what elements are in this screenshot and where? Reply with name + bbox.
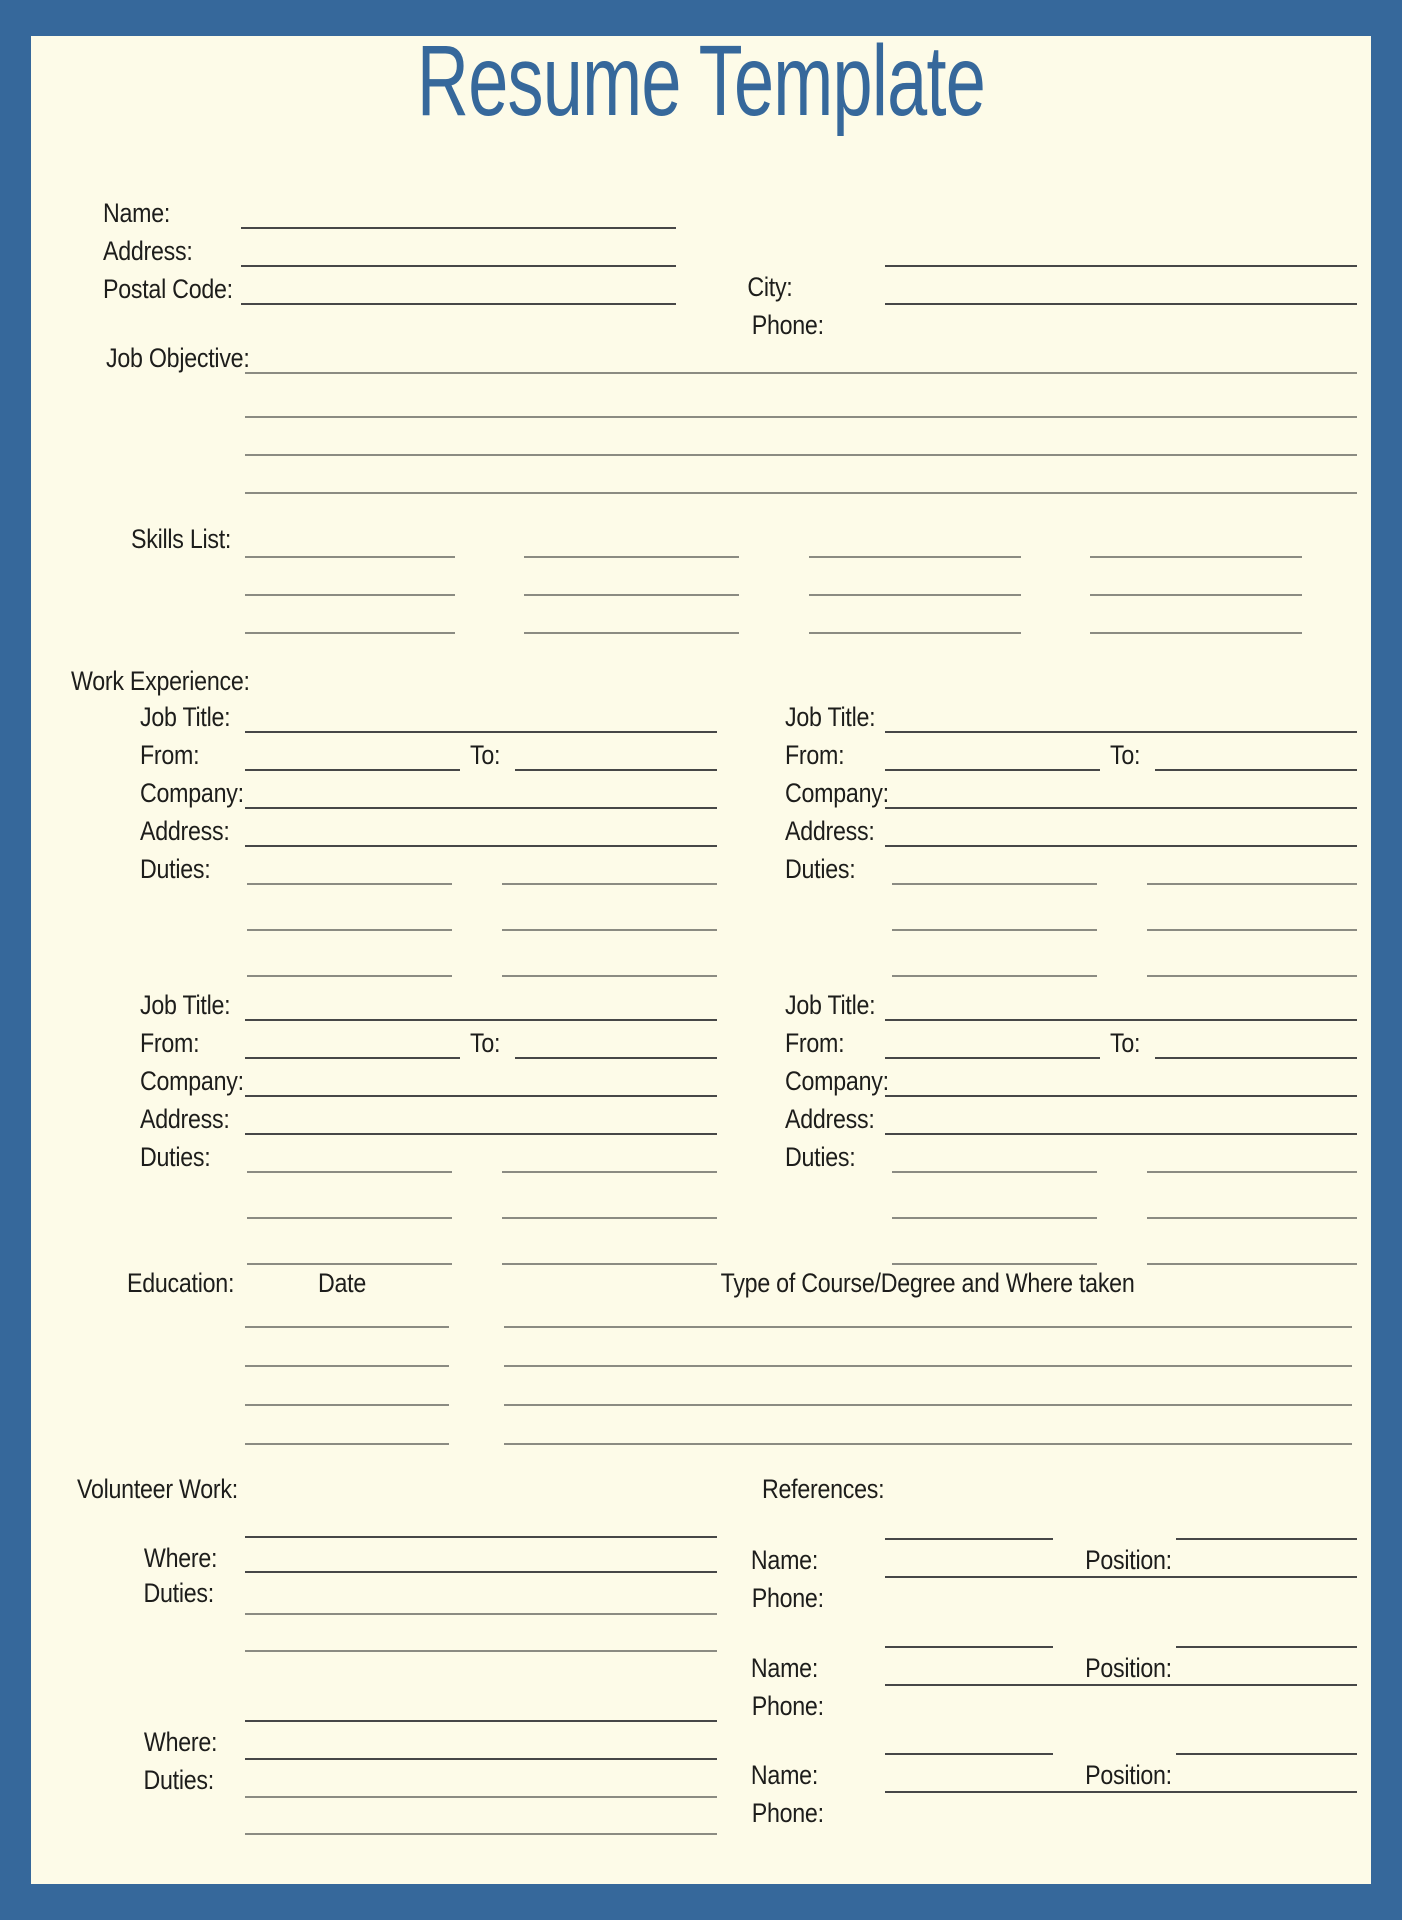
job-objective-extra-row	[245, 458, 1357, 494]
from-line	[245, 769, 460, 771]
education-date-line	[245, 1326, 449, 1328]
education-date-line	[245, 1365, 449, 1367]
skills-line	[245, 556, 455, 558]
duties-extra-row	[785, 1173, 1357, 1219]
job-address-label: Address:	[785, 815, 875, 846]
job-title-label: Job Title:	[785, 989, 876, 1020]
from-label: From:	[785, 739, 845, 770]
reference-position-label: Position:	[1085, 1759, 1172, 1790]
duties-extra-line	[247, 1263, 452, 1265]
education-date-line	[245, 1443, 449, 1445]
company-label: Company:	[785, 777, 889, 808]
education-date-line	[245, 1404, 449, 1406]
job-title-label: Job Title:	[785, 701, 876, 732]
duties-extra-line	[1147, 1263, 1357, 1265]
skills-line	[524, 632, 739, 634]
job-block-2-left	[140, 983, 717, 1265]
reference-phone-row	[740, 1757, 1357, 1828]
to-line	[1155, 769, 1357, 771]
blank-line	[245, 1796, 717, 1798]
duties-line	[1147, 883, 1357, 885]
volunteer-where-row	[132, 1502, 717, 1573]
reference-name-line	[885, 1753, 1053, 1755]
duties-line	[502, 1171, 717, 1173]
reference-name-row	[740, 1504, 1357, 1575]
skills-row	[245, 522, 1302, 558]
duties-row	[785, 1135, 1357, 1173]
reference-name-line	[885, 1646, 1053, 1648]
duties-row	[140, 1135, 717, 1173]
education-row	[245, 1370, 1352, 1406]
job-objective-row	[106, 338, 1357, 374]
duties-extra-row	[140, 931, 717, 977]
duties-label: Duties:	[140, 853, 211, 884]
from-to-row	[785, 1021, 1357, 1059]
skills-line	[1090, 594, 1302, 596]
reference-phone-label: Phone:	[751, 1690, 824, 1721]
duties-label: Duties:	[143, 1764, 214, 1795]
skills-line	[809, 556, 1021, 558]
to-line	[515, 1057, 717, 1059]
reference-phone-label: Phone:	[751, 1582, 824, 1613]
job-address-row	[140, 1097, 717, 1135]
job-title-label: Job Title:	[140, 989, 231, 1020]
job-title-label: Job Title:	[140, 701, 231, 732]
duties-line	[892, 883, 1097, 885]
to-line	[1155, 1057, 1357, 1059]
reference-name-label: Name:	[750, 1759, 819, 1790]
duties-label: Duties:	[785, 1141, 856, 1172]
reference-phone-line	[885, 1576, 1357, 1578]
duties-extra-row	[140, 1173, 717, 1219]
duties-extra-line	[1147, 1217, 1357, 1219]
job-title-line	[245, 1019, 717, 1021]
reference-name-line	[885, 1538, 1053, 1540]
from-to-row	[140, 1021, 717, 1059]
duties-extra-line	[892, 929, 1097, 931]
job-title-row	[140, 695, 717, 733]
from-label: From:	[140, 739, 200, 770]
reference-name-row	[740, 1719, 1357, 1790]
reference-name-label: Name:	[750, 1652, 819, 1683]
education-header: Education:	[127, 1268, 235, 1298]
job-title-row	[140, 983, 717, 1021]
job-address-line	[885, 1133, 1357, 1135]
city-line	[885, 265, 1357, 267]
reference-position-line	[1176, 1646, 1357, 1648]
duties-row	[785, 847, 1357, 885]
from-to-row	[785, 733, 1357, 771]
address-label: Address:	[103, 235, 193, 266]
company-row	[140, 1059, 717, 1097]
duties-extra-line	[502, 929, 717, 931]
postal-code-line	[241, 303, 676, 305]
company-line	[885, 1095, 1357, 1097]
duties-extra-line	[892, 1263, 1097, 1265]
to-label: To:	[470, 739, 501, 770]
where-line	[245, 1720, 717, 1722]
city-row	[740, 231, 1357, 302]
volunteer-duties-line	[245, 1758, 717, 1760]
job-title-row	[785, 983, 1357, 1021]
job-objective-extra-line	[245, 492, 1357, 494]
education-course-line	[504, 1443, 1352, 1445]
skills-list-header: Skills List:	[131, 524, 232, 554]
job-address-row	[785, 809, 1357, 847]
job-objective-extra-row	[245, 420, 1357, 456]
name-label: Name:	[103, 197, 171, 228]
skills-row	[245, 560, 1302, 596]
where-label: Where:	[143, 1726, 218, 1757]
duties-line	[247, 1171, 452, 1173]
job-objective-line	[245, 372, 1357, 374]
job-address-line	[885, 845, 1357, 847]
reference-position-line	[1176, 1538, 1357, 1540]
reference-position-line	[1176, 1753, 1357, 1755]
duties-extra-line	[247, 975, 452, 977]
company-label: Company:	[140, 1065, 244, 1096]
reference-phone-row	[740, 1650, 1357, 1721]
skills-line	[809, 632, 1021, 634]
education-row	[245, 1331, 1352, 1367]
duties-extra-line	[1147, 929, 1357, 931]
duties-extra-line	[502, 975, 717, 977]
company-label: Company:	[785, 1065, 889, 1096]
reference-phone-row	[740, 1542, 1357, 1613]
references-header: References:	[762, 1474, 885, 1504]
to-label: To:	[1110, 1027, 1141, 1058]
volunteer-blank-row	[245, 1762, 717, 1798]
duties-extra-row	[785, 1219, 1357, 1265]
reference-position-label: Position:	[1085, 1544, 1172, 1575]
duties-line	[247, 883, 452, 885]
skills-line	[524, 594, 739, 596]
job-block-1-right	[785, 695, 1357, 977]
company-row	[785, 1059, 1357, 1097]
where-label: Where:	[143, 1542, 218, 1573]
address-row	[103, 231, 676, 267]
company-line	[245, 807, 717, 809]
skills-row	[245, 598, 1302, 634]
job-block-2-right	[785, 983, 1357, 1265]
duties-extra-row	[785, 931, 1357, 977]
volunteer-blank-row	[245, 1799, 717, 1835]
job-title-line	[245, 731, 717, 733]
reference-name-row	[740, 1612, 1357, 1683]
address-line	[241, 265, 676, 267]
duties-row	[140, 847, 717, 885]
duties-extra-line	[1147, 975, 1357, 977]
volunteer-duties-row	[132, 1724, 717, 1795]
from-line	[885, 769, 1100, 771]
from-label: From:	[140, 1027, 200, 1058]
company-line	[885, 807, 1357, 809]
duties-extra-row	[140, 885, 717, 931]
skills-line	[1090, 556, 1302, 558]
reference-phone-label: Phone:	[751, 1797, 824, 1828]
job-title-row	[785, 695, 1357, 733]
phone-line	[885, 303, 1357, 305]
volunteer-blank-row	[245, 1579, 717, 1615]
reference-position-label: Position:	[1085, 1652, 1172, 1683]
education-row	[245, 1292, 1352, 1328]
duties-line	[892, 1171, 1097, 1173]
reference-phone-line	[885, 1791, 1357, 1793]
job-title-line	[885, 1019, 1357, 1021]
volunteer-duties-row	[132, 1537, 717, 1608]
duties-extra-line	[892, 975, 1097, 977]
from-line	[245, 1057, 460, 1059]
education-course-header: Type of Course/Degree and Where taken	[721, 1268, 1135, 1298]
name-line	[241, 227, 676, 229]
job-address-row	[785, 1097, 1357, 1135]
work-experience-header: Work Experience:	[71, 666, 250, 696]
duties-line	[1147, 1171, 1357, 1173]
company-row	[785, 771, 1357, 809]
education-course-line	[504, 1326, 1352, 1328]
duties-label: Duties:	[785, 853, 856, 884]
duties-extra-row	[140, 1219, 717, 1265]
from-label: From:	[785, 1027, 845, 1058]
skills-line	[524, 556, 739, 558]
job-address-row	[140, 809, 717, 847]
company-label: Company:	[140, 777, 244, 808]
reference-phone-line	[885, 1684, 1357, 1686]
job-address-line	[245, 1133, 717, 1135]
skills-line	[1090, 632, 1302, 634]
skills-line	[809, 594, 1021, 596]
job-address-label: Address:	[140, 1103, 230, 1134]
volunteer-blank-row	[245, 1616, 717, 1652]
education-course-line	[504, 1404, 1352, 1406]
postal-code-label: Postal Code:	[103, 273, 233, 304]
from-to-row	[140, 733, 717, 771]
to-label: To:	[470, 1027, 501, 1058]
duties-label: Duties:	[140, 1141, 211, 1172]
education-date-header: Date	[318, 1268, 367, 1298]
duties-extra-line	[247, 929, 452, 931]
to-line	[515, 769, 717, 771]
job-title-line	[885, 731, 1357, 733]
duties-extra-line	[502, 1263, 717, 1265]
reference-name-label: Name:	[750, 1544, 819, 1575]
volunteer-duties-line	[245, 1571, 717, 1573]
job-objective-extra-line	[245, 454, 1357, 456]
job-address-line	[245, 845, 717, 847]
title-block	[0, 26, 1402, 136]
blank-line	[245, 1833, 717, 1835]
job-objective-label: Job Objective:	[106, 342, 250, 373]
duties-extra-line	[892, 1217, 1097, 1219]
duties-extra-line	[502, 1217, 717, 1219]
education-row	[245, 1409, 1352, 1445]
education-course-line	[504, 1365, 1352, 1367]
phone-row	[740, 269, 1357, 340]
from-line	[885, 1057, 1100, 1059]
duties-extra-line	[247, 1217, 452, 1219]
skills-line	[245, 632, 455, 634]
volunteer-work-header: Volunteer Work:	[77, 1474, 238, 1504]
company-line	[245, 1095, 717, 1097]
page-title: Resume Template	[416, 25, 986, 137]
duties-line	[502, 883, 717, 885]
blank-line	[245, 1650, 717, 1652]
job-objective-extra-line	[245, 416, 1357, 418]
job-address-label: Address:	[785, 1103, 875, 1134]
duties-extra-row	[785, 885, 1357, 931]
job-block-1-left	[140, 695, 717, 977]
skills-line	[245, 594, 455, 596]
name-row	[103, 193, 676, 229]
job-objective-extra-row	[245, 382, 1357, 418]
to-label: To:	[1110, 739, 1141, 770]
duties-label: Duties:	[143, 1577, 214, 1608]
postal-code-row	[103, 269, 676, 305]
job-address-label: Address:	[140, 815, 230, 846]
company-row	[140, 771, 717, 809]
blank-line	[245, 1613, 717, 1615]
volunteer-where-row	[132, 1686, 717, 1757]
phone-label: Phone:	[751, 309, 824, 340]
city-label: City:	[747, 271, 793, 302]
